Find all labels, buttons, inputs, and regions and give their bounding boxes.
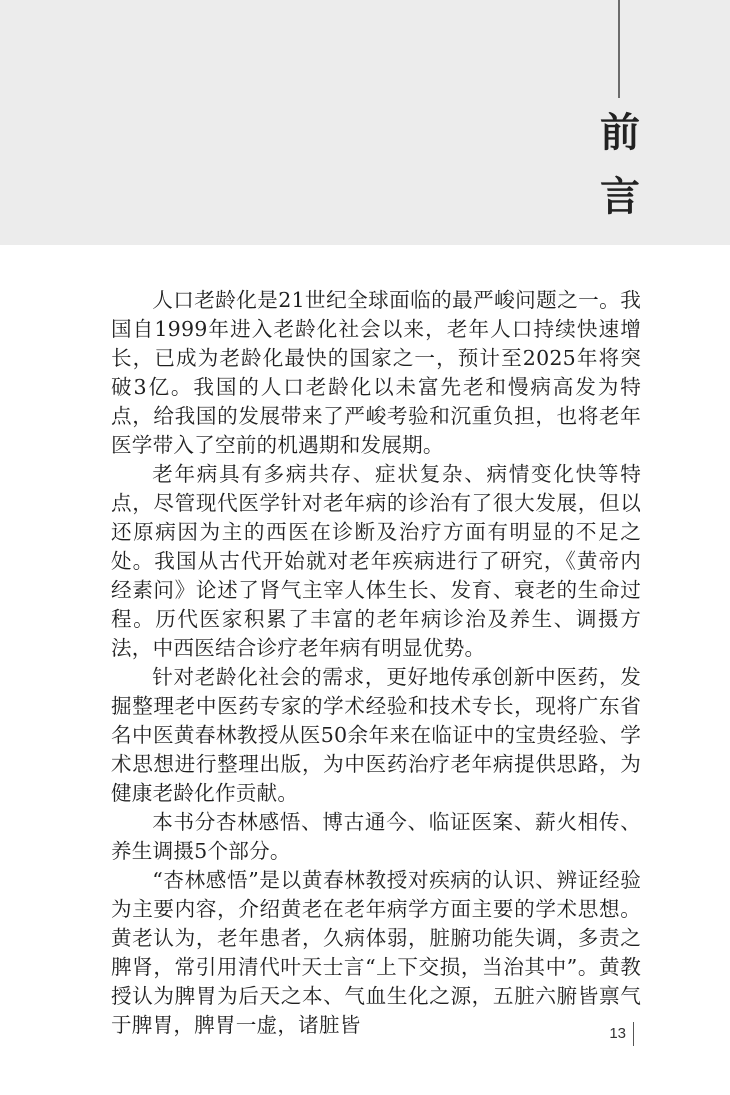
paragraph: 本书分杏林感悟、博古通今、临证医案、薪火相传、养生调摄5个部分。 [111, 810, 641, 863]
paragraph: 人口老龄化是21世纪全球面临的最严峻问题之一。我国自1999年进入老龄化社会以来，老年人口持续快速增长，已成为老龄化最快的国家之一，预计至2025年将突破3亿。我国的人口老龄化以未富先老和慢病高发为特点，给我国的发展带来了严峻考验和沉重负担，也将老年医学带入了空前的机遇期和发展期。 [111, 288, 641, 457]
page-title-char-1: 前 [600, 110, 640, 156]
header-vertical-rule [618, 0, 620, 98]
page-title-char-2: 言 [600, 174, 640, 220]
header-band [0, 0, 730, 245]
body-text [111, 286, 641, 1040]
paragraph: “杏林感悟”是以黄春林教授对疾病的认识、辨证经验为主要内容，介绍黄老在老年病学方面主要的学术思想。黄老认为，老年患者，久病体弱，脏腑功能失调，多责之脾肾，常引用清代叶天士言“上下交损，当治其中”。黄教授认为脾胃为后天之本、气血生化之源，五脏六腑皆禀气于脾胃，脾胃一虚，诸脏皆 [111, 868, 641, 1037]
page-number-rule [633, 1022, 634, 1046]
paragraph: 针对老龄化社会的需求，更好地传承创新中医药，发掘整理老中医药专家的学术经验和技术专长，现将广东省名中医黄春林教授从医50余年来在临证中的宝贵经验、学术思想进行整理出版，为中医药治疗老年病提供思路，为健康老龄化作贡献。 [111, 665, 641, 805]
page-number: 13 [609, 1025, 626, 1042]
paragraph: 老年病具有多病共存、症状复杂、病情变化快等特点，尽管现代医学针对老年病的诊治有了很大发展，但以还原病因为主的西医在诊断及治疗方面有明显的不足之处。我国从古代开始就对老年疾病进行了研究，《黄帝内经素问》论述了肾气主宰人体生长、发育、衰老的生命过程。历代医家积累了丰富的老年病诊治及养生、调摄方法，中西医结合诊疗老年病有明显优势。 [111, 462, 641, 660]
